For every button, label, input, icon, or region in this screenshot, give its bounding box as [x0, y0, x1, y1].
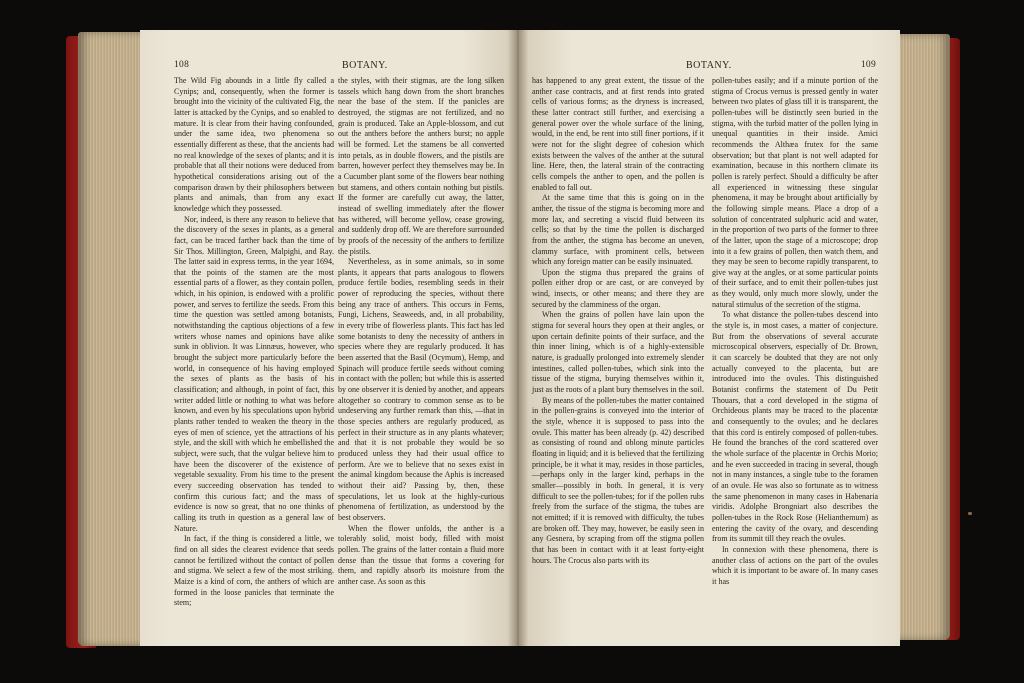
paragraph: When the flower unfolds, the anther is a tolerably solid, moist body, filled with moist pollen. The grains of the latter contain a fluid more dense than the tissue that forms a covering for them, and rapidly absorb its moisture from the anther case. As soon as this [338, 523, 504, 586]
paragraph: The Wild Fig abounds in a little fly called a Cynips; and, consequently, when the former is brought into the vicinity of the cultivated Fig, the latter is attacked by the Cynips, and so enabled to mature. It is clear from their having confounded, under the same idea, two phenomena so essentially different as these, that the ancients had no real knowledge of the sexes of plants; and it is probable that all their notions were deduced from hypothetical considerations arising out of the comparison drawn by their philosophers between plants and animals, than from any exact knowledge which they possessed. [174, 76, 334, 213]
running-head: BOTANY. [342, 60, 388, 71]
paragraph: To what distance the pollen-tubes descend into the style is, in most cases, a matter of conjecture. But from the observations of several accurate microscopical observers, especially of Dr. Brown, it can scarcely be doubted that they are not only actually conveyed to the placenta, but are introduced into the ovules. This distinguished Botanist confirms the statement of Du Petit Thouars, that a cord developed in the stigma of Orchideous plants may be traced to the placentæ and consequently to the ovules; and he declares that this cord is entirely composed of pollen-tubes. He found the branches of the cord scattered over the whole surface of the placentæ in Orchis Morio; and he even succeeded in tracing in several, though not in many instances, a single tube to the foramen of an ovule. He was also so fortunate as to witness the same phenomenon in many cases in Habenaria viridis. Adolphe Brongniart also describes the pollen-tubes in the Rock Rose (Helianthemum) as entering the cavity of the ovary, and descending from its summit till they reach the ovules. [712, 310, 878, 544]
page-edges-right [898, 34, 950, 640]
text-column [174, 76, 334, 609]
page-number: 108 [174, 60, 190, 70]
paragraph: By means of the pollen-tubes the matter contained in the pollen-grains is conveyed into the interior of the style, whence it is supposed to pass into the ovule. This matter has been already (p. 42) described as consisting of round and oblong minute particles floating in liquid; and it is believed that the fertilizing principle, be it what it may, resides in those particles,—perhaps only in the larger kind, perhaps in the smaller—possibly in both. In general, it is very difficult to see the pollen-tubes; for if the pollen rubs freely from the surface of the stigma, the tubes are not emitted; if it is removed with difficulty, the tubes are broken off. They may, however, be easily seen in any Gesnera, by scraping from off the stigma pollen that has been in contact with it at least forty-eight hours. The Crocus also parts with its [532, 395, 704, 565]
background-speck [968, 512, 972, 515]
left-page [140, 30, 518, 646]
paragraph: When the grains of pollen have lain upon the stigma for several hours they open at their angles, or upon certain definite points of their surface, and the thin inner lining, which is of a highly-extensible nature, is gradually prolonged into extremely slender intestines, called pollen-tubes, which sink into the tissue of the stigma, burying themselves within it, just as the roots of a plant bury themselves in the soil. [532, 310, 704, 395]
paragraph: Nor, indeed, is there any reason to believe that the discovery of the sexes in plants, as a general fact, can be traced farther back than the time of Sir Thos. Millington, Green, Malpighi, and Ray. The latter said in express terms, in the year 1694, that the points of the stamen are the most essential parts of a flower, as they contain pollen, which, in his opinion, is endowed with a prolific power, and serves to fertilize the seeds. From this time the question was settled among botanists, notwithstanding the captious objections of a few writers whose names and opinions have alike sunk in oblivion. It was Linnæus, however, who brought the subject more particularly before the world, in consequence of his having employed the sexes of plants as the basis of his classification; and although, in point of fact, this writer added little or nothing to what was before known, and even by his speculations upon hybrid plants rather tended to weaken the theory in the eyes of men of science, yet the attractions of his style, and the skill with which he embellished the subject, were such, that the vulgar believe him to have been the discoverer of the existence of vegetable sexuality. From his time to the present every succeeding observation has tended to confirm this curious fact; and the mass of evidence is now so great, that no one thinks of calling its truth in question as a general law of Nature. [174, 214, 334, 533]
paragraph: pollen-tubes easily; and if a minute portion of the stigma of Crocus vernus is pressed gently in water between two plates of glass till it is transparent, the pollen-tubes will be distinctly seen buried in the stigma, with the turbid matter of the pollen lying in unequal quantities in their inside. Amici recommends the Althæa frutex for the same observation; but that plant is not well adapted for examination, because in this northern climate its pollen is rarely perfect. Should a difficulty be after all experienced in witnessing these singular phenomena, it may be brought about artificially by the following simple means. Place a drop of a solution of concentrated sulphuric acid and water, in the proportion of two parts of the former to three of the latter, upon the stage of a microscope; drop into it a few grains of pollen, then watch them, and they may be seen to become rapidly transparent, to give way at the angles, or at some particular points of their surface, and to emit their pollen-tubes just as they would, only much more slowly, under the natural stimulus of the secretion of the stigma. [712, 76, 878, 309]
text-column [532, 76, 704, 566]
paragraph: At the same time that this is going on in the anther, the tissue of the stigma is becoming more and more lax, and secreting a viscid fluid between its cells; so that by the time the pollen is discharged from the anther, the stigma has become an uneven, clammy surface, with prominent cells, between which any foreign matter can be easily insinuated. [532, 193, 704, 267]
running-head: BOTANY. [686, 60, 732, 71]
left-page-header [174, 60, 504, 74]
paragraph: Nevertheless, as in some animals, so in some plants, it appears that parts analogous to flowers produce fertile bodies, resembling seeds in their power of reproducing the species, without there being any trace of anthers. This occurs in Ferns, Fungi, Lichens, Seaweeds, and, in all probability, in every tribe of flowerless plants. This fact has led some botanists to deny the necessity of anthers in species where they are regularly produced. It has been asserted that the Basil (Ocymum), Hemp, and Spinach will produce fertile seeds without coming in contact with the pollen; but while this is asserted by one observer it is denied by another, and appears altogether so contrary to common sense as to be undeserving any further remark than this, —that in those species anthers are regularly produced, as perfect in their structure as in any plants whatever; and that it is not probable they would be so produced unless they had their usual office to perform. Are we to believe that no sexes exist in the animal kingdom because the Aphis is increased without their aid? Passing by, then, these speculations, let us look at the highly-curious phenomena of fertilization, as understood by the best observers. [338, 257, 504, 522]
paragraph: has happened to any great extent, the tissue of the anther case contracts, and at first rends into grated cells of various forms; as the dryness is increased, these latter contract still further, and exercising a general power over the whole surface of the lining, would, in the end, be rent into still finer portions, if it were not for the slight degree of cohesion which exists between the valves of the anther at the sutural line. Here, then, the lateral strain of the contracting cells compels the anther to open, and the pollen is enabled to fall out. [532, 76, 704, 192]
text-column [712, 76, 878, 588]
page-edges-left [78, 32, 142, 646]
paragraph: Upon the stigma thus prepared the grains of pollen either drop or are cast, or are conveyed by wind, insects, or other means; and there they are secured by the clamminess of the organ. [532, 267, 704, 309]
page-number: 109 [860, 60, 876, 70]
paragraph: the styles, with their stigmas, are the long silken tassels which hang down from the short branches near the base of the stem. If the panicles are destroyed, the stigmas are not fertilized, and no grain is produced. Take an Apple-blossom, and cut out the anthers before the anthers burst; no apple will be formed. Let the stamens be all converted into petals, as in double flowers, and the pistils are barren, however perfect they themselves may be. In a Cucumber plant some of the flowers bear nothing but stamens, and others contain nothing but pistils. If the former are carefully cut away, the latter, instead of swelling immediately after the flower has withered, will become yellow, cease growing, and suddenly drop off. We are therefore surrounded by proofs of the necessity of the anthers to fertilize the pistils. [338, 76, 504, 256]
paragraph: In fact, if the thing is considered a little, we find on all sides the clearest evidence that seeds cannot be fertilized without the contact of pollen and stigma. We select a few of the most striking. Maize is a kind of corn, the anthers of which are formed in the loose panicles that terminate the stem; [174, 534, 334, 608]
right-page-header [534, 60, 876, 74]
right-page [518, 30, 900, 646]
text-column [338, 76, 504, 588]
paragraph: In connexion with these phenomena, there is another class of actions on the part of the ovules which it is important to be aware of. In many cases it has [712, 544, 878, 586]
